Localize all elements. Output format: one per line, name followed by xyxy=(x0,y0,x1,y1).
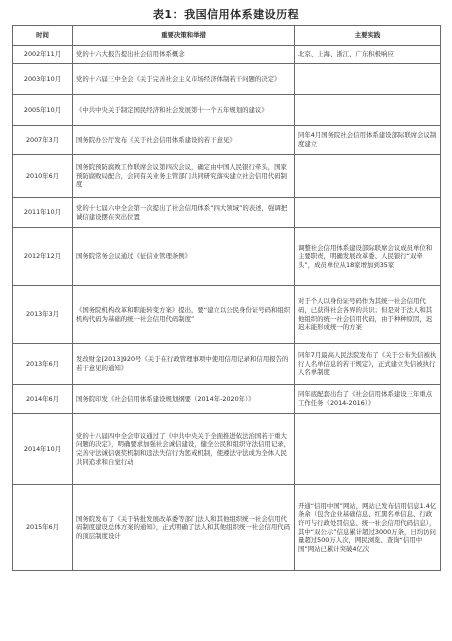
table-row xyxy=(13,385,441,414)
cell-practice: 调整社会信用体系建设部际联席会议成员单位和主要职责，明确发展改革委、人民银行“双牵头”，成员单位从18家增加到35家 xyxy=(295,228,441,286)
table-row xyxy=(13,344,441,385)
table-row xyxy=(13,485,441,571)
cell-practice xyxy=(295,155,441,198)
column-header-time: 时间 xyxy=(13,26,73,46)
table-row xyxy=(13,228,441,286)
cell-event: 国务院发布了《关于转批发展改革委等部门法人和其他组织统一社会信用代码制度建设总体方案的通知》，正式明确了法人和其他组织统一社会信用代码的顶层制度设计 xyxy=(73,485,295,571)
cell-event: 发改财金[2013]920号《关于在行政管理事项中使用信用记录和信用报告的若干意见的通知》 xyxy=(73,344,295,385)
cell-time: 2002年11月 xyxy=(13,46,73,64)
cell-time: 2011年10月 xyxy=(13,198,73,228)
cell-time: 2012年12月 xyxy=(13,228,73,286)
cell-practice: 同年7月最高人民法院发布了《关于公布失信被执行人名单信息的若干规定》，正式建立失信被执行人名单制度 xyxy=(295,344,441,385)
cell-time: 2015年6月 xyxy=(13,485,73,571)
cell-practice xyxy=(295,95,441,126)
cell-practice: 开通“信用中国”网站，网站已发布信用信息1.4亿条余（包含企业基础信息、红黑名单信息、行政许可与行政处罚信息、统一社会信用代码信息），其中“双公示”信息累计超过3000万条，日均访问量超过500万人次，网民浏览、查询“信用中国”网站已累计突破4亿次 xyxy=(295,485,441,571)
cell-time: 2014年10月 xyxy=(13,414,73,485)
cell-event: 《中共中央关于制定国民经济和社会发展第十一个五年规划的建议》 xyxy=(73,95,295,126)
column-header-practice: 主要实践 xyxy=(295,26,441,46)
column-header-event: 重要决策和举措 xyxy=(73,26,295,46)
table-row xyxy=(13,286,441,344)
table-row xyxy=(13,155,441,198)
cell-practice: 同年底配套出台了《社会信用体系建设三年重点工作任务（2014-2016）》 xyxy=(295,385,441,414)
table-row xyxy=(13,64,441,95)
cell-event: 国务院常务会议通过《征信业管理条例》 xyxy=(73,228,295,286)
cell-practice: 对于个人以身份证号码作为其统一社会信用代码，已获得社会各界的共识；但是对于法人和其他组织的统一社会信用代码，由于种种原因，迟迟未能形成统一的方案 xyxy=(295,286,441,344)
cell-event: 党的十八届四中全会审议通过了《中共中央关于全面推进依法治国若干重大问题的决定》，明确要求加强社会诚信建设，健全公民和组织守法信用记录，完善守法诚信褒奖机制和违法失信行为惩戒机制，使遵法守法成为全体人民共同追求和自觉行动 xyxy=(73,414,295,485)
table-row xyxy=(13,414,441,485)
cell-practice xyxy=(295,198,441,228)
cell-event: 国务院预防腐败工作联席会议第四次会议，确定由中国人民银行牵头，国家预防腐败局配合，会同有关业务主管部门共同研究落实建立社会信用代码制度 xyxy=(73,155,295,198)
cell-event: 党的十六届三中全会《关于完善社会主义市场经济体制若干问题的决定》 xyxy=(73,64,295,95)
cell-time: 2014年6月 xyxy=(13,385,73,414)
cell-event: 国务院印发《社会信用体系建设规划纲要（2014年-2020年）》 xyxy=(73,385,295,414)
cell-event: 《国务院机构改革和职能转变方案》提出，要“建立以公民身份证号码和组织机构代码为基础的统一社会信用代码制度” xyxy=(73,286,295,344)
cell-time: 2013年6月 xyxy=(13,344,73,385)
cell-practice: 同年4月国务院社会信用体系建设部际联席会议制度建立 xyxy=(295,126,441,155)
table-row xyxy=(13,198,441,228)
table-header-row xyxy=(13,26,441,46)
cell-event: 国务院办公厅发布《关于社会信用体系建设的若干意见》 xyxy=(73,126,295,155)
cell-time: 2007年3月 xyxy=(13,126,73,155)
credit-history-table xyxy=(12,25,441,571)
table-title: 表1：我国信用体系建设历程 xyxy=(152,8,300,21)
cell-time: 2003年10月 xyxy=(13,64,73,95)
table-row xyxy=(13,126,441,155)
cell-practice: 北京、上海、浙江、广东积极响应 xyxy=(295,46,441,64)
cell-event: 党的十七届六中全会第一次提出了社会信用体系“四大领域”的表述，强调把诚信建设摆在突出位置 xyxy=(73,198,295,228)
cell-event: 党的十六大报告提出社会信用体系概念 xyxy=(73,46,295,64)
table-row xyxy=(13,95,441,126)
cell-time: 2013年3月 xyxy=(13,286,73,344)
cell-time: 2005年10月 xyxy=(13,95,73,126)
table-row xyxy=(13,46,441,64)
cell-time: 2010年6月 xyxy=(13,155,73,198)
cell-practice xyxy=(295,414,441,485)
cell-practice xyxy=(295,64,441,95)
